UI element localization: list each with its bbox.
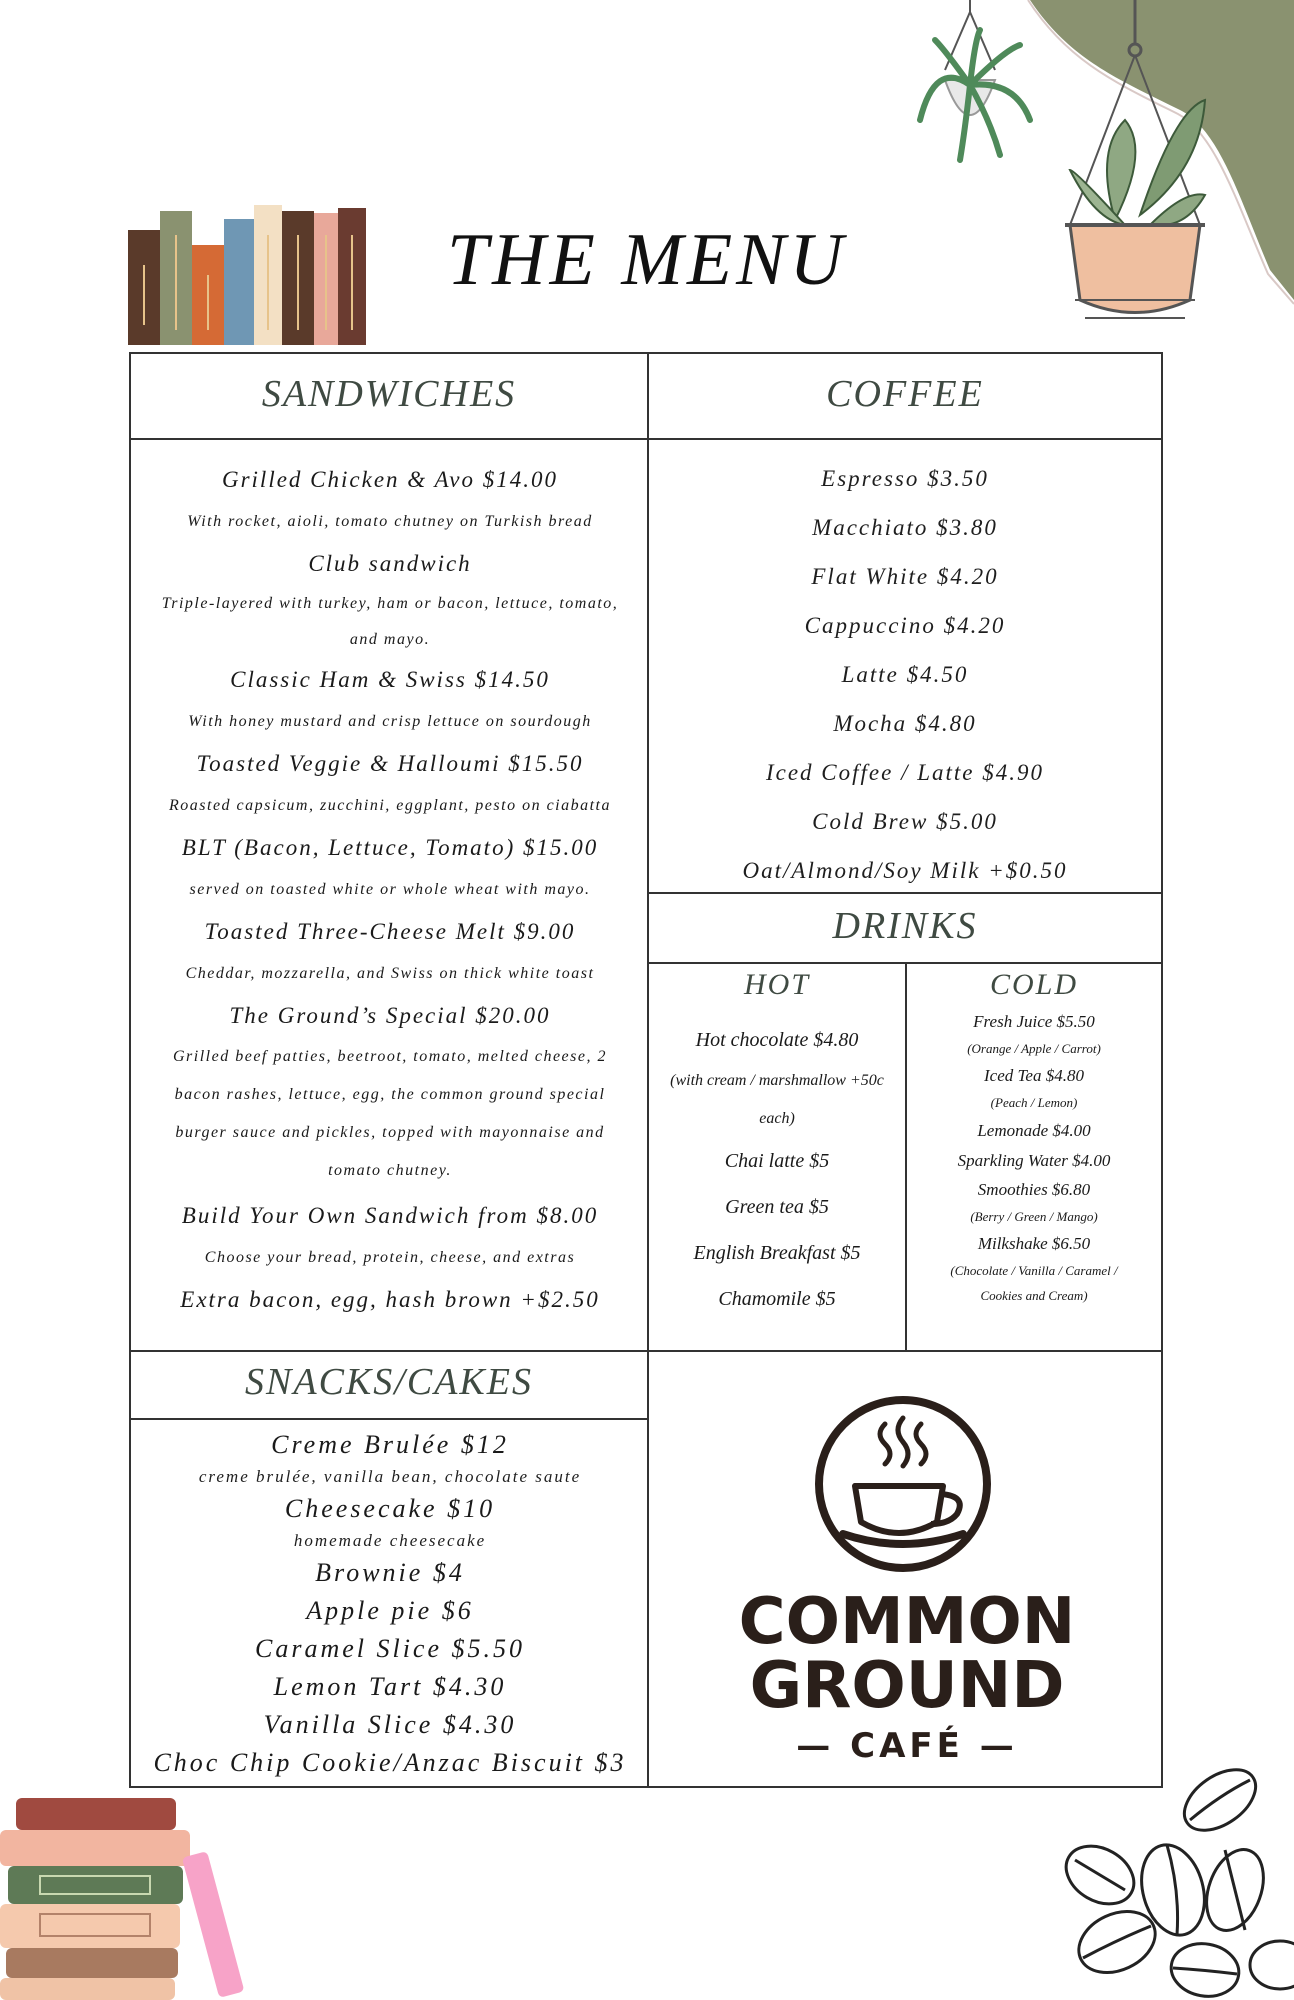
sandwich-name: The Ground’s Special $20.00 xyxy=(229,1003,551,1028)
hot-drink-item: Chai latte $5 xyxy=(724,1150,830,1172)
coffee-item: Mocha $4.80 xyxy=(833,711,977,736)
snack-item: Vanilla Slice $4.30 xyxy=(263,1710,517,1739)
coffee-item: Flat White $4.20 xyxy=(811,564,999,589)
sandwiches-list xyxy=(149,458,631,1322)
hot-drink-item: Hot chocolate $4.80 xyxy=(695,1029,859,1051)
coffee-item: Latte $4.50 xyxy=(841,662,969,687)
snack-item: Cheesecake $10 xyxy=(284,1494,496,1523)
hot-heading: HOT xyxy=(743,968,810,1001)
sandwich-name: Toasted Three-Cheese Melt $9.00 xyxy=(204,919,576,944)
sandwich-desc: Choose your bread, protein, cheese, and extras xyxy=(204,1249,576,1266)
cold-drink-item: Lemonade $4.00 xyxy=(977,1121,1091,1140)
coffee-beans-icon xyxy=(1055,1760,1294,2000)
sandwich-desc: With rocket, aioli, tomato chutney on Turkish bread xyxy=(187,513,593,530)
sandwich-desc: Triple-layered with turkey, ham or bacon, lettuce, tomato, and mayo. xyxy=(161,595,619,648)
coffee-item: Macchiato $3.80 xyxy=(812,515,998,540)
cold-drink-item: Sparkling Water $4.00 xyxy=(957,1151,1111,1170)
sandwich-item xyxy=(149,658,631,742)
divider-middle xyxy=(131,1350,1161,1352)
snacks-heading: SNACKS/CAKES xyxy=(245,1361,533,1403)
snack-item: Brownie $4 xyxy=(315,1558,465,1587)
hot-drink-note: (with cream / marshmallow +50c each) xyxy=(670,1072,884,1127)
cold-drink-item: Milkshake $6.50 xyxy=(977,1234,1091,1253)
sandwich-item xyxy=(149,826,631,910)
sandwich-name: Build Your Own Sandwich from $8.00 xyxy=(181,1203,599,1228)
coffee-item: Iced Coffee / Latte $4.90 xyxy=(765,760,1045,785)
sandwich-item xyxy=(149,994,631,1190)
logo-cafe: — CAFÉ — xyxy=(796,1726,1018,1766)
logo-common: COMMON xyxy=(738,1585,1076,1659)
coffee-cup-logo-icon xyxy=(813,1394,993,1574)
cold-drink-note: (Chocolate / Vanilla / Caramel / Cookies and Cream) xyxy=(950,1263,1118,1303)
sandwiches-heading: SANDWICHES xyxy=(261,373,517,415)
cold-drink-note: (Peach / Lemon) xyxy=(990,1095,1078,1110)
coffee-list xyxy=(649,454,1161,895)
divider-snacks-head xyxy=(131,1418,647,1420)
menu-grid xyxy=(129,352,1163,1788)
cold-drink-item: Smoothies $6.80 xyxy=(977,1180,1091,1199)
cold-drink-item: Fresh Juice $5.50 xyxy=(973,1012,1095,1031)
coffee-item: Cold Brew $5.00 xyxy=(812,809,998,834)
sandwich-name: Classic Ham & Swiss $14.50 xyxy=(230,667,550,692)
sandwich-desc: Cheddar, mozzarella, and Swiss on thick white toast xyxy=(185,965,595,982)
sandwich-desc: With honey mustard and crisp lettuce on sourdough xyxy=(188,713,592,730)
divider-hot-cold xyxy=(905,962,907,1350)
cold-drink-note: (Orange / Apple / Carrot) xyxy=(967,1041,1101,1056)
coffee-item: Oat/Almond/Soy Milk +$0.50 xyxy=(742,858,1068,883)
coffee-item: Espresso $3.50 xyxy=(821,466,989,491)
cold-drinks-list xyxy=(917,1008,1151,1308)
coffee-heading: COFFEE xyxy=(826,373,984,415)
hot-drink-item: Green tea $5 xyxy=(725,1196,829,1218)
sandwich-name: Grilled Chicken & Avo $14.00 xyxy=(221,467,558,492)
coffee-item: Cappuccino $4.20 xyxy=(804,613,1006,638)
snack-item: Lemon Tart $4.30 xyxy=(273,1672,507,1701)
hot-drink-item: English Breakfast $5 xyxy=(693,1242,861,1264)
sandwich-desc: Grilled beef patties, beetroot, tomato, melted cheese, 2 bacon rashes, lettuce, egg, the common ground special burger sauce and pickles, topped with mayonnaise and tomato chutney. xyxy=(173,1048,607,1179)
hot-drinks-list xyxy=(659,1018,895,1322)
cold-heading: COLD xyxy=(989,968,1079,1001)
books-stack-icon xyxy=(0,1792,270,2000)
sandwich-extra: Extra bacon, egg, hash brown +$2.50 xyxy=(180,1287,600,1312)
cold-drink-item: Iced Tea $4.80 xyxy=(984,1066,1084,1085)
sandwich-name: Toasted Veggie & Halloumi $15.50 xyxy=(196,751,584,776)
sandwich-item xyxy=(149,542,631,658)
snack-item: Caramel Slice $5.50 xyxy=(254,1634,526,1663)
snack-desc: homemade cheesecake xyxy=(293,1531,487,1550)
sandwich-desc: served on toasted white or whole wheat with mayo. xyxy=(189,881,591,898)
hot-drink-item: Chamomile $5 xyxy=(718,1288,836,1310)
snack-desc: creme brulée, vanilla bean, chocolate saute xyxy=(198,1467,582,1486)
snack-item: Apple pie $6 xyxy=(306,1596,474,1625)
logo-ground: GROUND xyxy=(749,1649,1065,1723)
snack-item: Creme Brulée $12 xyxy=(271,1430,509,1459)
drinks-heading: DRINKS xyxy=(832,905,978,947)
snack-item: Choc Chip Cookie/Anzac Biscuit $3 xyxy=(153,1748,627,1777)
sandwich-item xyxy=(149,458,631,542)
sandwich-item xyxy=(149,742,631,826)
cold-drink-note: (Berry / Green / Mango) xyxy=(970,1209,1098,1224)
page-title: THE MENU xyxy=(447,219,847,301)
hanging-plant-small-icon xyxy=(905,0,1055,170)
sandwich-item xyxy=(149,1194,631,1278)
sandwich-name: Club sandwich xyxy=(308,551,472,576)
sandwich-name: BLT (Bacon, Lettuce, Tomato) $15.00 xyxy=(181,835,599,860)
snacks-list xyxy=(141,1426,639,1782)
sandwich-item xyxy=(149,910,631,994)
sandwich-desc: Roasted capsicum, zucchini, eggplant, pesto on ciabatta xyxy=(169,797,611,814)
divider-sandwiches-head xyxy=(131,438,647,440)
divider-coffee-head xyxy=(649,438,1161,440)
